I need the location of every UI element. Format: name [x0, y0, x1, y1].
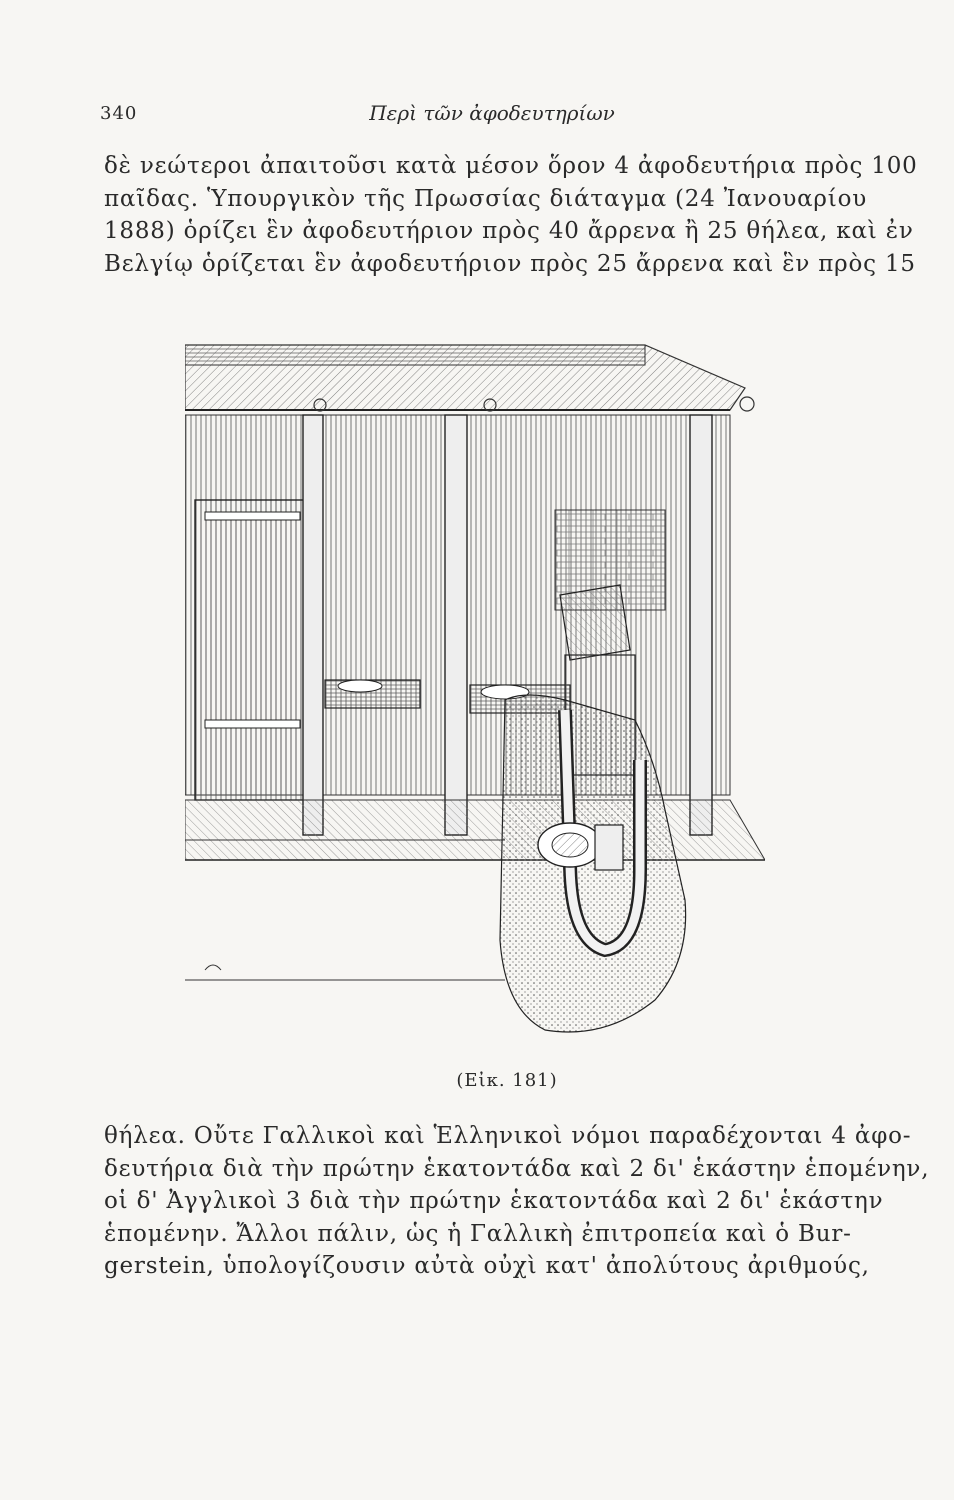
- bottom-paragraph: [104, 1120, 930, 1283]
- text-line: ἑπομένην. Ἄλλοι πάλιν, ὡς ἡ Γαλλικὴ ἐπιτροπεία καὶ ὁ Bur-: [104, 1220, 852, 1247]
- top-paragraph: [104, 150, 918, 280]
- page-number: 340: [100, 103, 138, 124]
- text-line: 1888) ὁρίζει ἓν ἀφοδευτήριον πρὸς 40 ἄρρενα ἢ 25 θήλεα, καὶ ἐν: [104, 218, 914, 244]
- text-line: παῖδας. Ὑπουργικὸν τῆς Πρωσσίας διάταγμα (24 Ἰανουαρίου: [104, 185, 867, 212]
- text-line: θήλεα. Οὔτε Γαλλικοὶ καὶ Ἑλληνικοὶ νόμοι παραδέχονται 4 ἀφο-: [104, 1123, 912, 1149]
- text-line: οἱ δ' Ἀγγλικοὶ 3 διὰ τὴν πρώτην ἑκατοντάδα καὶ 2 δι' ἑκάστην: [104, 1188, 884, 1214]
- text-line: gerstein, ὑπολογίζουσιν αὐτὰ οὐχὶ κατ' ἀπολύτους ἀριθμούς,: [104, 1253, 870, 1279]
- latrine-engraving: [185, 340, 765, 1060]
- running-title: Περὶ τῶν ἀφοδευτηρίων: [369, 101, 615, 125]
- text-line: δὲ νεώτεροι ἀπαιτοῦσι κατὰ μέσον ὅρον 4 ἀφοδευτήρια πρὸς 100: [104, 153, 918, 179]
- text-line: δευτήρια διὰ τὴν πρώτην ἑκατοντάδα καὶ 2 δι' ἑκάστην ἑπομένην,: [104, 1155, 930, 1182]
- text-line: Βελγίῳ ὁρίζεται ἓν ἀφοδευτήριον πρὸς 25 ἄρρενα καὶ ἓν πρὸς 15: [104, 250, 916, 277]
- figure-caption: (Εἰκ. 181): [456, 1070, 558, 1091]
